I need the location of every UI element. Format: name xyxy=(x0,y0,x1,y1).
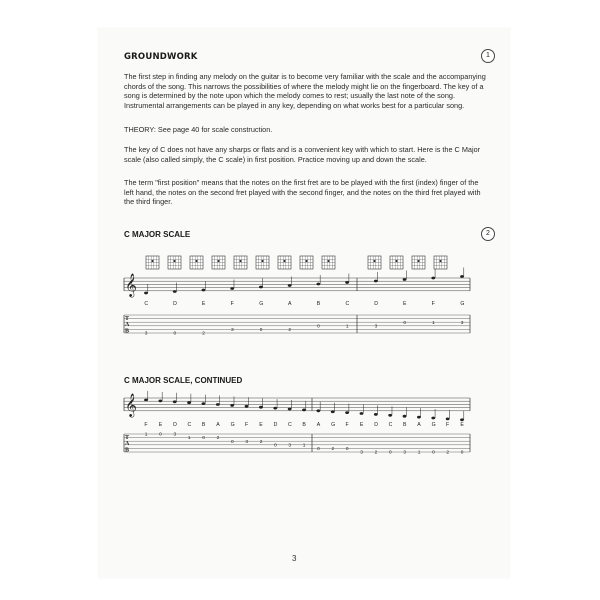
scale2-note-name: D xyxy=(374,422,378,428)
scale2-staff xyxy=(124,398,470,411)
example-badge-1: 1 xyxy=(481,49,495,63)
scale2-note-name: B xyxy=(402,422,407,428)
scale1-note-head xyxy=(202,289,206,292)
scale2-note-name: G xyxy=(230,422,235,428)
scale2-note-name: E xyxy=(460,422,464,428)
scale2-note-name: G xyxy=(431,422,436,428)
scale2-tab-fret: 0 xyxy=(460,450,464,456)
scale2-note-head xyxy=(345,411,349,414)
scale2-note-head xyxy=(288,408,292,411)
scale2-tab-fret: 0 xyxy=(159,432,162,438)
theory-note: THEORY: See page 40 for scale construction. xyxy=(124,125,273,134)
chord-diagram xyxy=(146,256,159,269)
scale2-tab-letter: T xyxy=(125,435,130,441)
scale2-note-head xyxy=(259,406,263,409)
scale1-note-head xyxy=(259,286,263,289)
scale1-tab-fret: 2 xyxy=(202,331,205,337)
scale1-note-head xyxy=(316,283,320,286)
scale1-tab-fret: 0 xyxy=(403,320,407,326)
scale2-tab-fret: 2 xyxy=(374,450,378,456)
scale2-note-name: D xyxy=(273,422,278,428)
scale1-tab-letter: A xyxy=(125,322,130,329)
scale2-tab-fret: 3 xyxy=(360,450,363,456)
scale1-note-name: D xyxy=(173,301,177,307)
scale1-note-head xyxy=(431,277,435,280)
key-of-c-paragraph: The key of C does not have any sharps or flats and is a convenient key with which to start. Here is the C Major scale (also called simply, the C scale) in first position. Practice moving up and down the scale. xyxy=(124,145,481,164)
scale2-tab-letter: A xyxy=(125,441,130,448)
scale2-note-name: C xyxy=(388,422,393,428)
chord-diagram xyxy=(190,256,203,269)
scale2-note-head xyxy=(202,402,206,405)
scale2-note-head xyxy=(302,409,306,412)
scale2-tab-fret: 0 xyxy=(202,436,205,442)
scale2-note-name: F xyxy=(345,422,349,428)
scale2-note-name: G xyxy=(331,422,336,428)
scale1-tab-letter: T xyxy=(125,316,130,322)
scale1-note-name: A xyxy=(288,301,292,307)
scale2-note-name: F xyxy=(144,422,148,428)
scale2-note-name: A xyxy=(316,422,321,428)
scale2-tab-fret: 0 xyxy=(345,447,349,452)
scale2-tab-fret: 1 xyxy=(144,432,148,438)
scale2-note-head xyxy=(144,399,148,402)
scale2-tab-fret: 1 xyxy=(187,436,191,442)
scale1-note-head xyxy=(144,292,148,295)
scale1-tab-fret: 3 xyxy=(374,324,378,330)
scale2-note-name: D xyxy=(173,422,177,428)
scale1-note-head xyxy=(403,278,407,281)
chord-diagram xyxy=(368,256,381,269)
scale1-note-name: E xyxy=(402,301,407,307)
scale1-note-name: C xyxy=(144,301,149,307)
scale1-note-name: F xyxy=(230,301,234,307)
scale1-tab-fret: 1 xyxy=(432,320,435,326)
c-major-scale-title: C MAJOR SCALE xyxy=(124,230,191,239)
scale1-note-head xyxy=(230,287,234,290)
chord-diagram xyxy=(300,256,313,269)
scale2-note-head xyxy=(446,418,450,421)
scale1-tab-fret: 0 xyxy=(317,324,320,330)
scale1-note-name: F xyxy=(431,301,435,307)
scale2-note-head xyxy=(431,417,435,420)
chord-diagram xyxy=(322,256,335,269)
scale2-treble-clef: 𝄞 xyxy=(125,392,137,417)
scale2-note-name: F xyxy=(244,422,249,428)
scale2-tab-fret: 3 xyxy=(173,432,177,438)
scale1-tab-fret: 3 xyxy=(230,328,234,333)
chord-diagram xyxy=(390,256,403,269)
scale2-tab-fret: 3 xyxy=(288,443,292,449)
scale1-note-name: C xyxy=(345,301,350,307)
scale1-treble-clef: 𝄞 xyxy=(125,272,137,297)
chord-diagram xyxy=(168,256,181,269)
chord-diagram xyxy=(278,256,291,269)
chord-diagram xyxy=(412,256,425,269)
scale2-tab-fret: 0 xyxy=(274,443,277,449)
page-number: 3 xyxy=(292,554,297,563)
scale2-tab-fret: 2 xyxy=(331,447,335,452)
scale2-note-head xyxy=(158,400,162,403)
scale2-tab-fret: 0 xyxy=(230,439,234,445)
first-position-paragraph: The term "first position" means that the notes on the first fret are to be played with the first (index) finger of the left hand, the notes on the second fret played with the second finger, and the notes on the third fret played with the third finger. xyxy=(124,178,481,207)
scale1-tab-fret: 0 xyxy=(259,328,263,333)
scale1-tab-fret: 1 xyxy=(345,324,349,330)
scale1-note-name: D xyxy=(374,301,378,307)
scale1-staff xyxy=(124,278,470,291)
scale2-note-head xyxy=(230,404,234,407)
scale2-tab-fret: 0 xyxy=(388,450,392,456)
scale2-tab-fret: 3 xyxy=(245,439,249,445)
scale2-note-name: E xyxy=(259,422,263,428)
scale1-note-head xyxy=(460,275,464,278)
example-badge-2: 2 xyxy=(481,227,495,241)
scale2-tab-fret: 1 xyxy=(302,443,306,449)
scale1-note-head xyxy=(173,290,177,293)
c-major-scale-continued-title: C MAJOR SCALE, CONTINUED xyxy=(124,376,243,385)
scale2-note-name: F xyxy=(446,422,450,428)
scale2-note-name: E xyxy=(359,422,364,428)
scale2-note-head xyxy=(245,405,249,408)
scale1-note-head xyxy=(374,280,378,283)
scale2-tab-fret: 2 xyxy=(216,436,220,442)
scale2-note-name: C xyxy=(288,422,292,428)
scale2-note-head xyxy=(216,403,220,406)
scale2-note-head xyxy=(331,410,335,413)
scale1-note-name: E xyxy=(201,301,206,307)
scale1-note-name: G xyxy=(259,301,264,307)
chord-diagram xyxy=(234,256,247,269)
scale1-note-head xyxy=(345,281,349,284)
intro-paragraph: The first step in finding any melody on the guitar is to become very familiar with the scale and the accompanying chords of the song. This narrows the possibilities of where the melody might lie on the fingerboard. The key of a song is determined by the note upon which the melody comes to rest; usually the last note of the song. Instrumental arrangements can be played in any key, depending on what works best for a particular song. xyxy=(124,72,486,110)
scale1-note-name: G xyxy=(460,301,465,307)
scale2-note-head xyxy=(360,412,364,415)
scale2-tab-fret: 1 xyxy=(417,450,421,456)
scale2-note-head xyxy=(374,413,378,416)
scale2-note-name: E xyxy=(158,422,163,428)
chord-diagram xyxy=(256,256,269,269)
scale2-note-head xyxy=(316,409,320,412)
scale1-tab-fret: 3 xyxy=(144,331,148,337)
scale2-note-head xyxy=(403,415,407,418)
scale2-note-name: C xyxy=(187,422,192,428)
scale1-note-name: B xyxy=(316,301,321,307)
scale1-tab-fret: 0 xyxy=(173,331,177,337)
chord-diagram xyxy=(212,256,225,269)
scale2-note-name: B xyxy=(302,422,306,428)
scale2-tab-fret: 3 xyxy=(403,450,407,456)
scale2-tab-fret: 2 xyxy=(446,450,450,456)
section-heading: GROUNDWORK xyxy=(124,52,198,62)
scale2-note-head xyxy=(417,416,421,419)
scale1-tab-letter: B xyxy=(125,328,130,335)
scale2-tab-fret: 0 xyxy=(317,447,320,452)
scale2-tab-fret: 0 xyxy=(432,450,435,456)
scale1-tab-fret: 3 xyxy=(460,320,464,326)
scale2-note-head xyxy=(388,414,392,417)
scale1-note-head xyxy=(288,284,292,287)
scale2-note-name: B xyxy=(201,422,206,428)
scale2-note-name: A xyxy=(417,422,421,428)
scale2-note-name: A xyxy=(216,422,220,428)
scale2-note-head xyxy=(273,407,277,410)
scale2-note-head xyxy=(187,401,191,404)
scale2-tab-fret: 2 xyxy=(259,439,263,445)
scale1-tab-fret: 2 xyxy=(288,328,292,333)
scale2-note-head xyxy=(173,400,177,403)
scale2-note-head xyxy=(460,418,464,421)
scale2-tab-letter: B xyxy=(125,447,130,454)
chord-diagram xyxy=(434,256,447,269)
